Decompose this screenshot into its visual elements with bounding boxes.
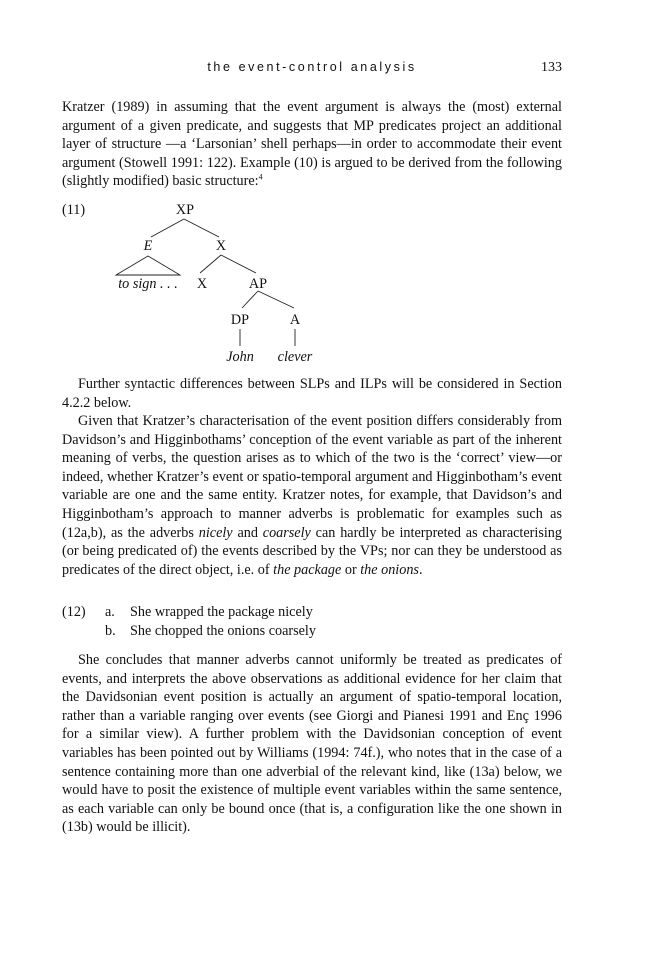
example-12-number: (12): [62, 604, 86, 620]
footnote-ref-4: 4: [258, 172, 263, 182]
italic-nicely: nicely: [198, 524, 233, 541]
syntax-tree-diagram: [62, 198, 562, 368]
example-12-item-b: [62, 622, 562, 641]
branch-ap-dp: [242, 291, 258, 308]
running-head: [62, 60, 562, 80]
example-12: [62, 603, 562, 640]
node-x-head: X: [196, 276, 208, 292]
branch-xp-e: [151, 219, 184, 237]
example-item-letter: a.: [105, 604, 115, 620]
example-11-number: (11): [62, 202, 86, 218]
example-item-text: She chopped the onions coarsely: [130, 622, 316, 639]
italic-coarsely: coarsely: [262, 524, 311, 541]
example-item-letter: b.: [105, 622, 116, 639]
branch-x-ap: [221, 255, 256, 273]
node-to-sign: to sign . . .: [118, 276, 178, 292]
paragraph-3: [62, 412, 562, 579]
branch-ap-a: [258, 291, 294, 308]
example-11-tree: [62, 198, 562, 368]
paragraph-3-text-e: .: [418, 561, 423, 578]
italic-the-package: the package: [273, 561, 342, 578]
triangle-e: [116, 256, 180, 275]
branch-xp-x: [184, 219, 219, 237]
italic-the-onions: the onions: [360, 561, 419, 578]
node-dp: DP: [230, 312, 250, 328]
node-clever: clever: [277, 349, 313, 365]
node-a: A: [289, 312, 301, 328]
paragraph-1-text: Kratzer (1989) in assuming that the event argument is always the (most) external argument of a given predicate, and suggests that MP predicates project an additional layer of structure —a ‘Larsonian’ shell perhaps—in order to accommodate their event argument (Stowell 1991: 122). Example (10) is argued to be derived from the following (slightly modified) basic structure:: [62, 99, 562, 190]
node-xp: XP: [175, 202, 195, 218]
running-title: the event-control analysis: [207, 60, 417, 74]
example-item-text: She wrapped the package nicely: [130, 604, 313, 620]
page-number: 133: [541, 60, 562, 75]
paragraph-4: She concludes that manner adverbs cannot uniformly be treated as predicates of events, and interprets the above observations as additional evidence for her claim that the Davidsonian event position is actually an argument of spatio-temporal location, rather than a variable ranging over events (see Giorgi and Pianesi 1991 and Enç 1996 for a similar view). A further problem with the Davidsonian conception of event variables has been pointed out by Williams (1994: 74f.), who notes that in the case of a sentence containing more than one adverbial of the relevant kind, like (13a) below, we would have to posit the existence of multiple event variables within the same sentence, as each variable can only be bound once (that is, a configuration like the one shown in (13b) would be illicit).: [62, 652, 562, 836]
node-e: E: [143, 238, 153, 254]
paragraph-3-text-b: and: [232, 524, 263, 541]
example-12-item-a: [62, 603, 562, 622]
branch-x-xhead: [200, 255, 221, 273]
node-x-bar: X: [215, 238, 227, 254]
paragraph-3-text-a: Given that Kratzer’s characterisation of the event position differs considerably from Davidson’s and Higginbothams’ conception of the event variable as part of the inherent meaning of verbs, the question arises as to which of the two is the ‘correct’ view—or indeed, whether Kratzer’s event or spatio-temporal argument and Higginbotham’s event variable are one and the same entity. Kratzer notes, for example, that Davidson’s and Higginbotham’s approach to manner adverbs is problematic for examples such as (12a,b), as the adverbs: [62, 413, 562, 541]
paragraph-3-text-c: can hardly be interpreted as characterising (or being predicated of) the events described by the VPs; nor can they be understood as predicates of the direct object, i.e. of: [62, 524, 562, 578]
node-john: John: [226, 349, 254, 365]
paragraph-1: [62, 98, 562, 191]
paragraph-3-text-d: or: [341, 561, 361, 578]
paragraph-2: Further syntactic differences between SLPs and ILPs will be considered in Section 4.2.2 below.: [62, 376, 562, 411]
node-ap: AP: [248, 276, 268, 292]
